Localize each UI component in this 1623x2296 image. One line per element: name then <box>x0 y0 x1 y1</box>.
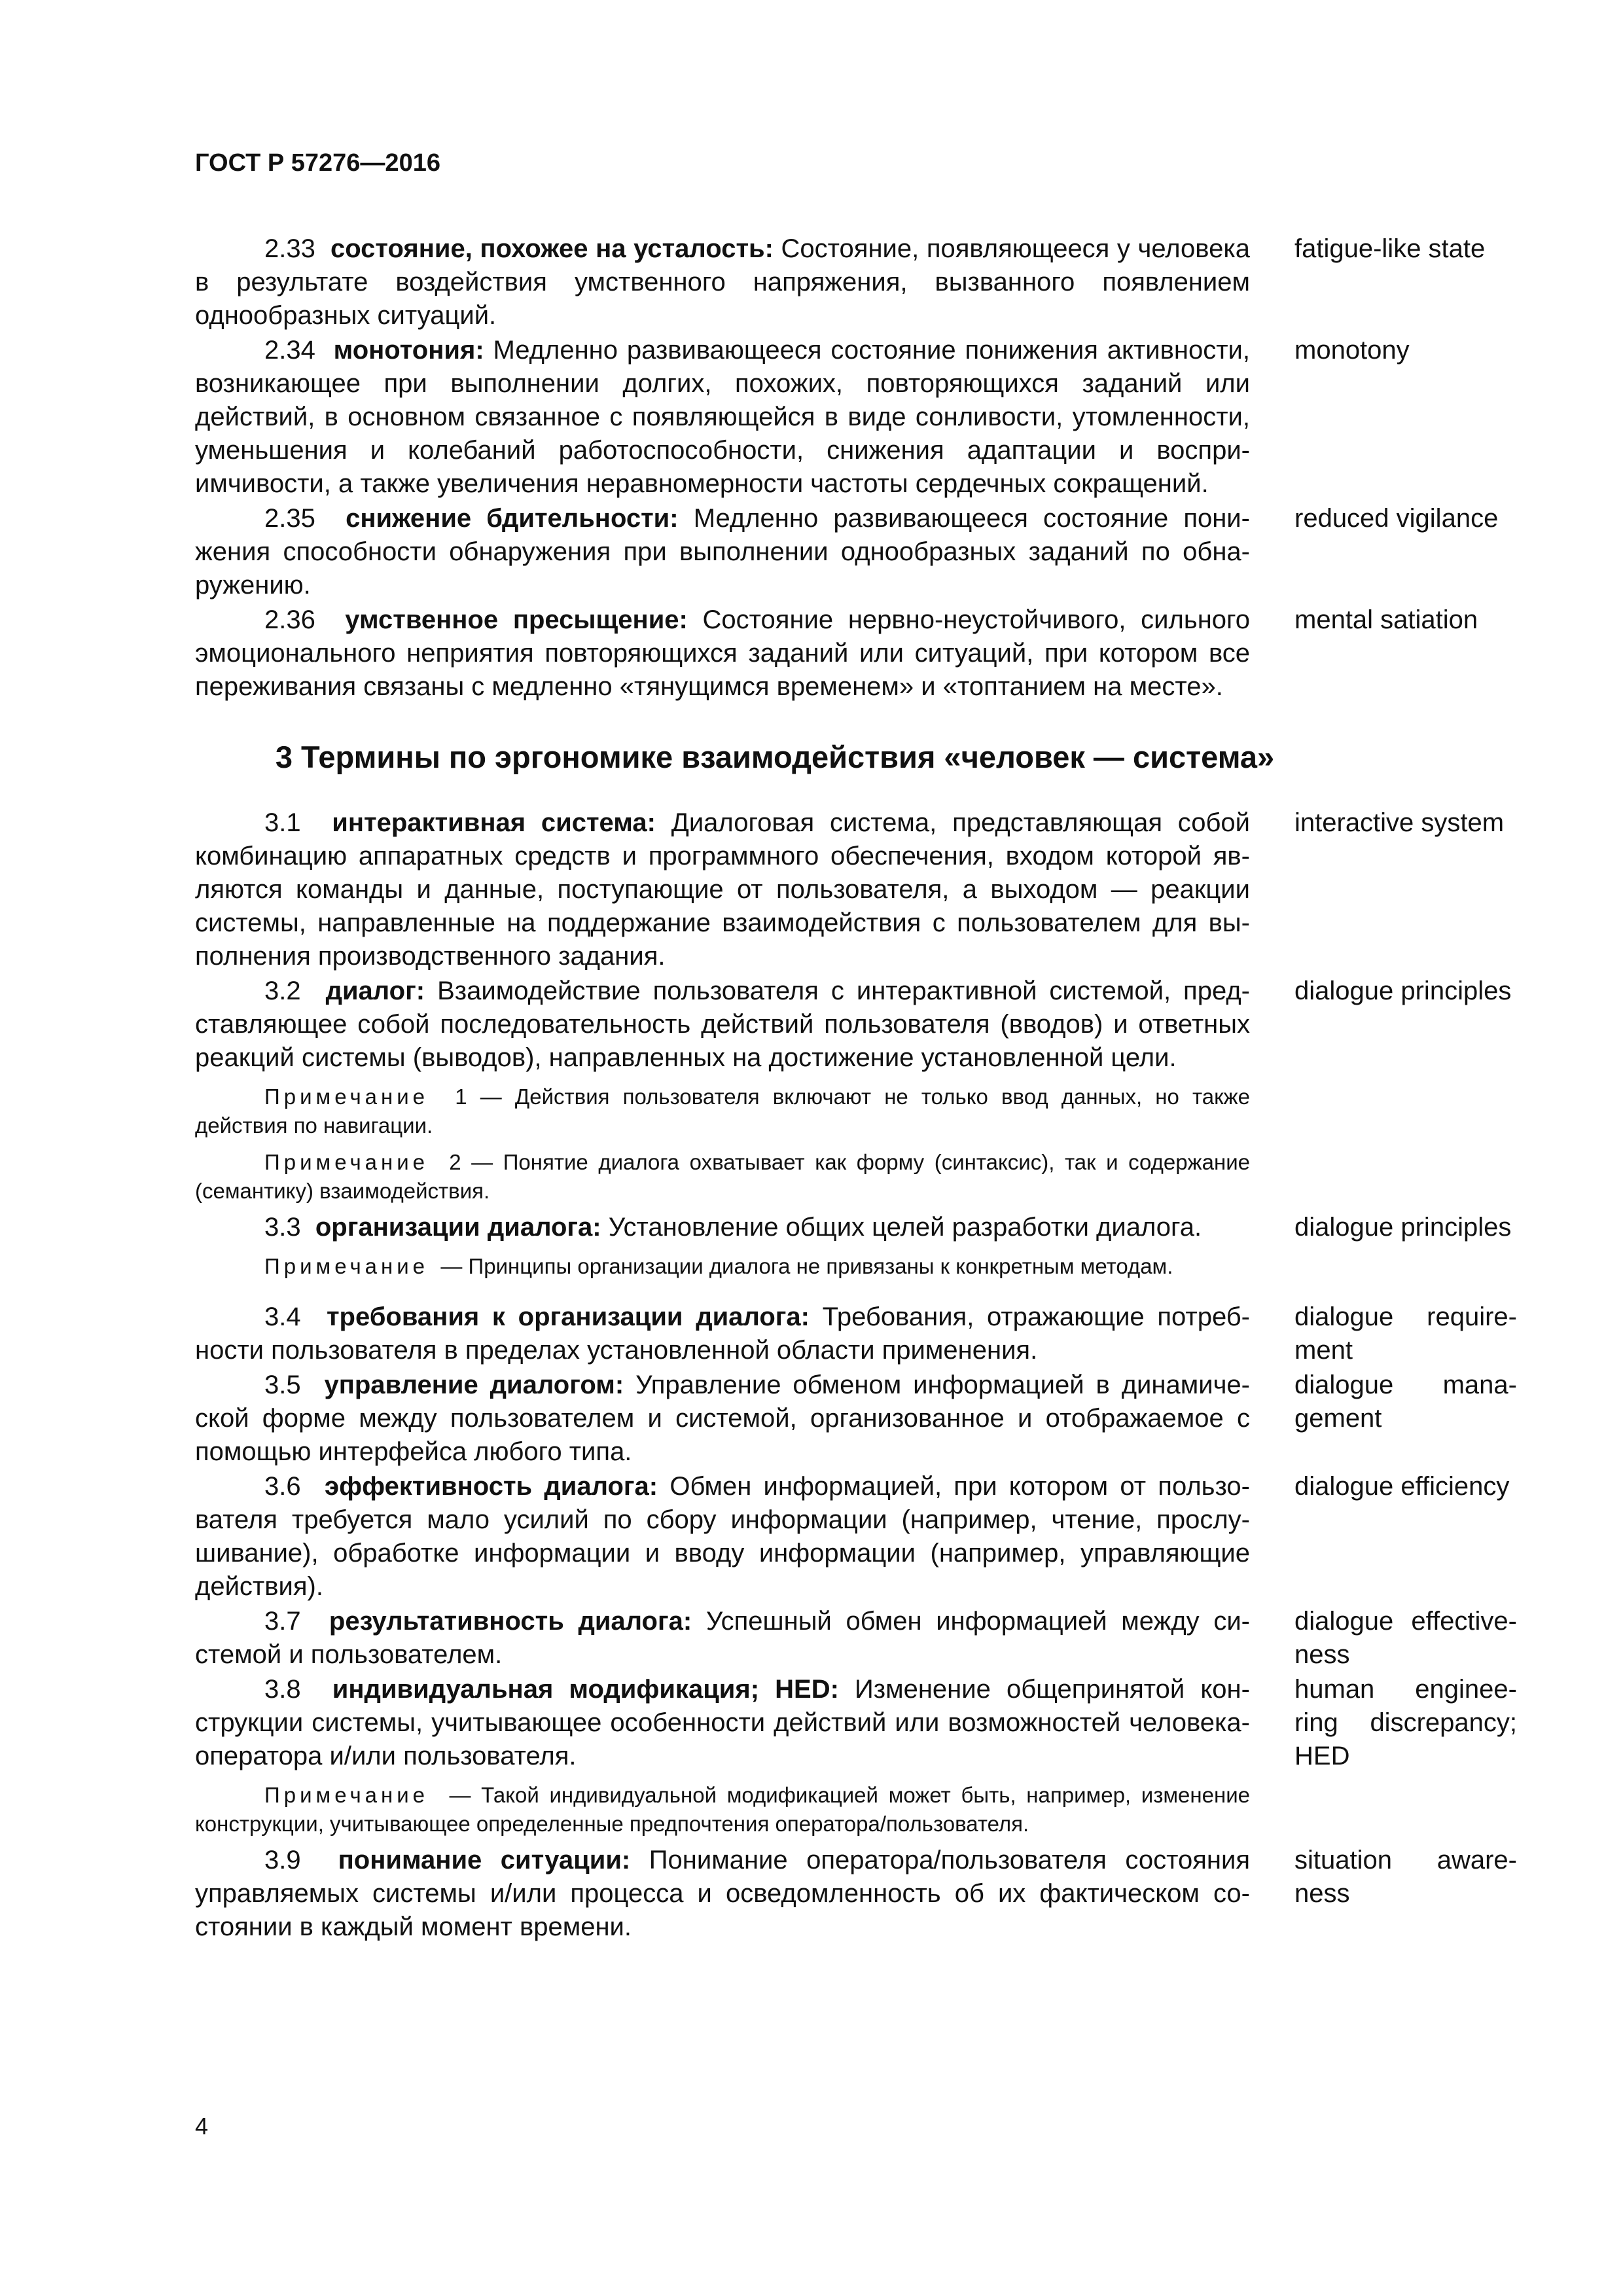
term-entry <box>195 603 1517 704</box>
term-definition: 2.35 снижение бдительности: Медленно развивающееся состояние понижения способности обнаружения при выполнении однообразных заданий по обнаружению. <box>195 504 1250 600</box>
term-entry <box>195 1369 1517 1469</box>
term-entry <box>195 1300 1517 1367</box>
english-equivalent: dialogue efficiency <box>1294 1472 1510 1501</box>
term-definition: 2.33 состояние, похожее на усталость: Состояние, появляющееся у человека в результате воздействия умственного напряжения, вызванного появлением однообразных ситуаций. <box>195 234 1250 330</box>
term-definition: 3.7 результативность диалога: Успешный обмен информацией между системой и пользователем. <box>195 1607 1250 1669</box>
english-equivalent: dialogue requirement <box>1294 1302 1517 1365</box>
document-body <box>195 232 1517 1945</box>
term-name: результативность диалога: <box>329 1607 692 1636</box>
term-definition: 3.1 интерактивная система: Диалоговая система, представляющая собой комбинацию аппаратных средств и программного обеспечения, входом которой являются команды и данные, поступающие от пользователя, а выходом — реакции системы, направленные на поддержание взаимодействия с пользователем для выполнения производственного задания. <box>195 808 1250 971</box>
note: Примечание — Такой индивидуальной модификацией может быть, например, изменение конструкции, учитывающее определенные предпочтения оператора/пользователя. <box>195 1783 1250 1836</box>
english-equivalent: situation awareness <box>1294 1846 1517 1908</box>
term-entry <box>195 1211 1517 1244</box>
note-label: Примечание <box>264 1085 429 1109</box>
english-equivalent: interactive system <box>1294 808 1505 837</box>
term-definition: 3.6 эффективность диалога: Обмен информацией, при котором от пользователя требуется мало усилий по сбору информации (например, чтение, прослушивание), обработке информации и вводу информации (например, управляющие действия). <box>195 1472 1250 1601</box>
term-entry <box>195 1673 1517 1773</box>
note: Примечание 2 — Понятие диалога охватывает как форму (синтаксис), так и содержание (семантику) взаимодействия. <box>195 1150 1250 1203</box>
term-entry <box>195 806 1517 973</box>
term-name: требования к организации диалога: <box>326 1302 810 1331</box>
term-entry <box>195 334 1517 501</box>
term-entry <box>195 1844 1517 1944</box>
term-entry <box>195 1605 1517 1672</box>
document-code-header: ГОСТ Р 57276—2016 <box>195 149 440 177</box>
note-label: Примечание <box>264 1254 429 1278</box>
term-definition: 3.5 управление диалогом: Управление обменом информацией в динамической форме между пользователем и системой, организованное и отображаемое с помощью интерфейса любого типа. <box>195 1371 1250 1466</box>
term-definition: 3.8 индивидуальная модификация; HED: Изменение общепринятой конструкции системы, учитывающее особенности действий или возможностей человека-оператора и/или пользователя. <box>195 1675 1250 1770</box>
term-entry <box>195 232 1517 332</box>
english-equivalent: dialogue principles <box>1294 977 1512 1005</box>
english-equivalent: human engineering discrepancy; HED <box>1294 1675 1517 1770</box>
term-definition: 3.3 организации диалога: Установление общих целей разработки диалога. <box>264 1213 1202 1242</box>
note: Примечание — Принципы организации диалога не привязаны к конкретным методам. <box>264 1254 1173 1278</box>
term-definition: 2.34 монотония: Медленно развивающееся состояние понижения активности, возникающее при выполнении долгих, похожих, повторяющихся заданий или действий, в основном связанное с появляющейся в виде сонливости, утомленности, уменьшения и колебаний работоспособности, снижения адаптации и восприимчивости, а также увеличения неравномерности частоты сердечных сокращений. <box>195 336 1251 498</box>
term-name: организации диалога: <box>315 1213 601 1242</box>
term-definition: 2.36 умственное пресыщение: Состояние нервно-неустойчивого, сильного эмоционального неприятия повторяющихся заданий или ситуаций, при котором все переживания связаны с медленно «тянущимся временем» и «топтанием на месте». <box>195 605 1250 701</box>
page-number: 4 <box>195 2113 209 2140</box>
term-name: понимание ситуации: <box>338 1846 631 1874</box>
term-name: эффективность диалога: <box>325 1472 658 1501</box>
term-name: управление диалогом: <box>324 1371 624 1399</box>
term-name: умственное пресыщение: <box>345 605 688 634</box>
term-name: интерактивная система: <box>332 808 656 837</box>
english-equivalent: fatigue-like state <box>1294 234 1486 263</box>
note-label: Примечание <box>264 1150 429 1174</box>
term-name: диалог: <box>325 977 425 1005</box>
english-equivalent: reduced vigilance <box>1294 504 1499 533</box>
note: Примечание 1 — Действия пользователя включают не только ввод данных, но также действия по навигации. <box>195 1085 1250 1138</box>
term-definition: 3.9 понимание ситуации: Понимание оператора/пользователя состояния управляемых системы и/или процесса и осведомленность об их фактическом состоянии в каждый момент времени. <box>195 1846 1250 1941</box>
english-equivalent: dialogue principles <box>1294 1213 1512 1242</box>
term-name: снижение бдительности: <box>346 504 679 533</box>
english-equivalent: dialogue management <box>1294 1371 1517 1433</box>
term-name: монотония: <box>333 336 484 365</box>
english-equivalent: dialogue effectiveness <box>1294 1607 1517 1669</box>
term-definition: 3.2 диалог: Взаимодействие пользователя с интерактивной системой, представляющее собой последовательность действий пользователя (вводов) и ответных реакций системы (выводов), направленных на достижение установленной цели. <box>195 977 1250 1072</box>
english-equivalent: mental satiation <box>1294 605 1478 634</box>
note-label: Примечание <box>264 1783 429 1807</box>
term-name: состояние, похожее на усталость: <box>330 234 774 263</box>
term-entry <box>195 975 1517 1075</box>
section-heading: 3 Термины по эргономике взаимодействия «человек — система» <box>275 740 1275 774</box>
term-definition: 3.4 требования к организации диалога: Требования, отражающие потребности пользователя в пределах установленной области применения. <box>195 1302 1250 1365</box>
english-equivalent: monotony <box>1294 336 1410 365</box>
term-entry <box>195 502 1517 602</box>
term-entry <box>195 1470 1517 1604</box>
term-name: индивидуальная модификация; HED: <box>332 1675 839 1704</box>
